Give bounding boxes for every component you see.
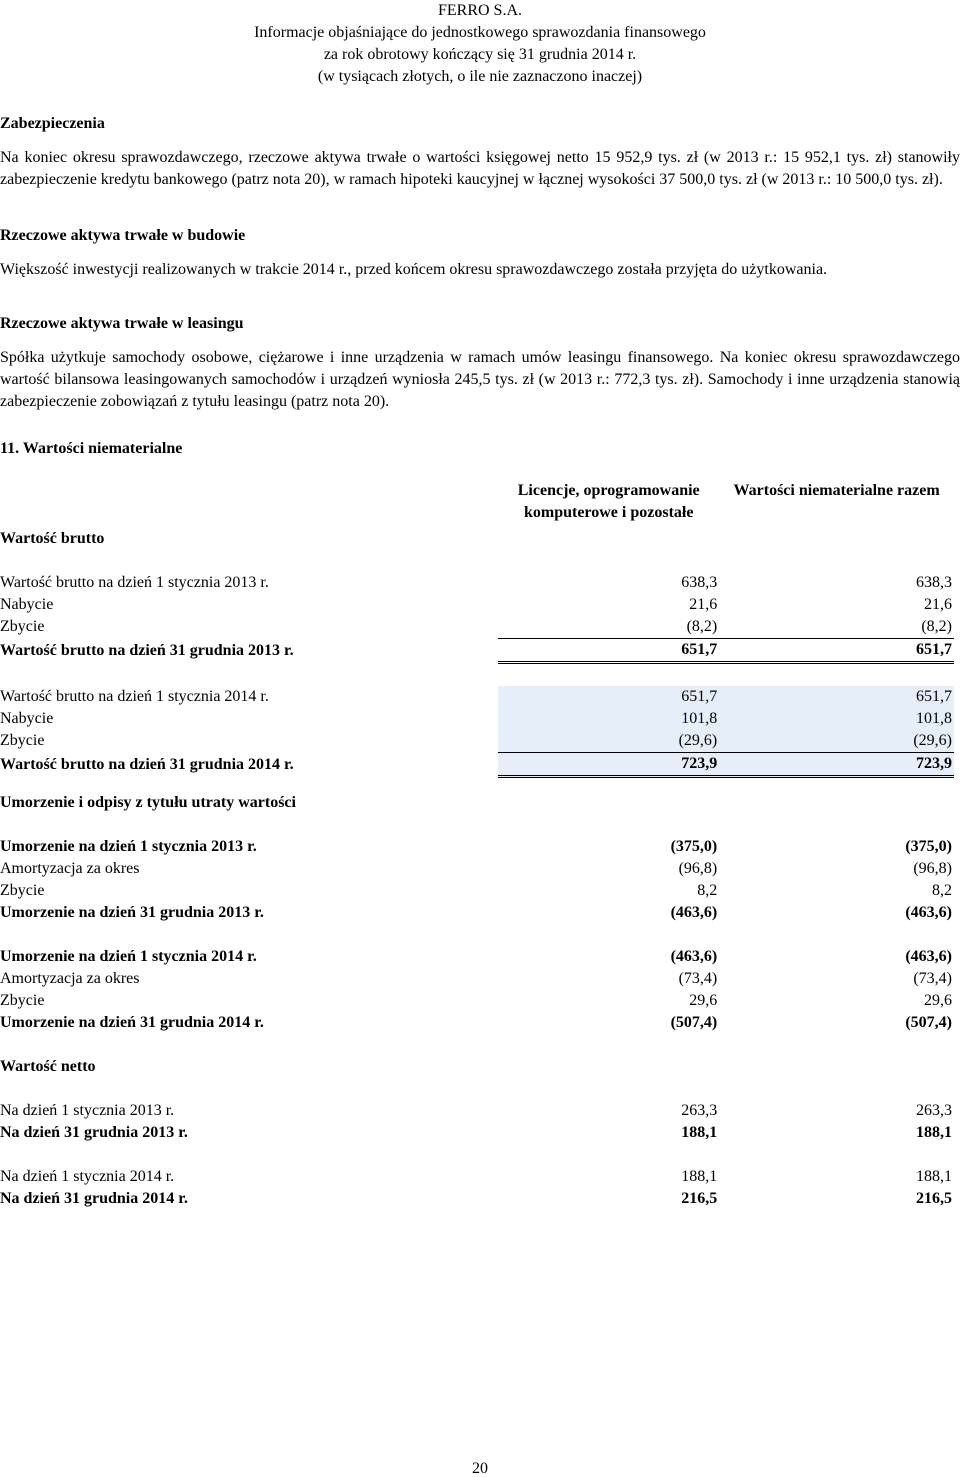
row-value-licencje: (463,6) bbox=[670, 904, 718, 921]
row-label: Umorzenie na dzień 31 grudnia 2014 r. bbox=[0, 1014, 264, 1031]
table-row bbox=[0, 753, 954, 777]
row-value-licencje: 21,6 bbox=[689, 596, 718, 613]
table-row bbox=[0, 990, 954, 1012]
row-value-licencje: 188,1 bbox=[681, 1168, 718, 1185]
row-label: Na dzień 1 stycznia 2013 r. bbox=[0, 1102, 175, 1119]
row-value-razem: (375,0) bbox=[905, 838, 952, 855]
row-value-razem: 188,1 bbox=[916, 1124, 952, 1141]
table-row bbox=[0, 639, 954, 663]
row-value-razem: (463,6) bbox=[905, 904, 952, 921]
table-spacer bbox=[0, 1144, 954, 1166]
row-value-licencje: 651,7 bbox=[498, 686, 719, 708]
row-value-razem: (463,6) bbox=[905, 948, 952, 965]
table-spacer bbox=[0, 1078, 954, 1100]
row-label: Umorzenie na dzień 31 grudnia 2013 r. bbox=[0, 904, 264, 921]
table-spacer bbox=[0, 777, 954, 793]
row-value-razem: 216,5 bbox=[916, 1190, 952, 1207]
row-value-razem: 101,8 bbox=[719, 708, 954, 730]
table-spacer bbox=[0, 550, 954, 572]
table-row bbox=[0, 1188, 954, 1210]
row-label: Amortyzacja za okres bbox=[0, 970, 140, 987]
section-title-leasing: Rzeczowe aktywa trwałe w leasingu bbox=[0, 315, 244, 332]
table-row bbox=[0, 572, 954, 594]
table-spacer bbox=[0, 924, 954, 946]
row-label: Nabycie bbox=[0, 596, 54, 613]
row-value-razem: 188,1 bbox=[916, 1168, 952, 1185]
row-value-razem: 29,6 bbox=[924, 992, 952, 1009]
table-row bbox=[0, 902, 954, 924]
table-row bbox=[0, 616, 954, 639]
row-value-licencje: (8,2) bbox=[498, 616, 719, 639]
row-value-razem: 263,3 bbox=[916, 1102, 952, 1119]
table-spacer bbox=[0, 663, 954, 687]
table-row bbox=[0, 686, 954, 708]
column-header-licencje: Licencje, oprogramowanie komputerowe i pozostałe bbox=[517, 482, 700, 521]
row-value-licencje: (96,8) bbox=[678, 860, 718, 877]
amort-title-row bbox=[0, 792, 954, 814]
row-label: Zbycie bbox=[0, 732, 45, 750]
row-value-licencje: (463,6) bbox=[670, 948, 718, 965]
row-value-razem: (73,4) bbox=[913, 970, 952, 987]
table-row bbox=[0, 1100, 954, 1122]
row-label: Wartość brutto na dzień 31 grudnia 2014 r. bbox=[0, 755, 294, 773]
table-spacer bbox=[0, 814, 954, 836]
row-value-razem: (8,2) bbox=[719, 616, 954, 639]
row-label: Na dzień 1 stycznia 2014 r. bbox=[0, 1168, 175, 1185]
row-label: Zbycie bbox=[0, 992, 45, 1009]
paragraph-zabezpieczenia: Na koniec okresu sprawozdawczego, rzeczowe aktywa trwałe o wartości księgowej netto 15 952,9 tys. zł (w 2013 r.: 15 952,1 tys. zł) stanowiły zabezpieczenie kredytu bankowego (patrz nota 20), w ramach hipoteki kaucyjnej w łącznej wysokości 37 500,0 tys. zł (w 2013 r.: 10 500,0 tys. zł). bbox=[0, 149, 960, 188]
header-line-4: (w tysiącach złotych, o ile nie zaznaczono inaczej) bbox=[317, 68, 643, 85]
column-header-razem: Wartości niematerialne razem bbox=[733, 482, 940, 499]
row-value-licencje: (73,4) bbox=[678, 970, 718, 987]
table-section-title: Umorzenie i odpisy z tytułu utraty wartości bbox=[0, 794, 296, 811]
note-title: 11. Wartości niematerialne bbox=[0, 440, 183, 457]
table-row bbox=[0, 946, 954, 968]
row-label: Na dzień 31 grudnia 2014 r. bbox=[0, 1190, 188, 1207]
row-label: Wartość brutto na dzień 1 stycznia 2014 r. bbox=[0, 688, 269, 705]
table-row bbox=[0, 730, 954, 753]
company-name: FERRO S.A. bbox=[437, 2, 523, 19]
table-row bbox=[0, 858, 954, 880]
row-value-razem: 651,7 bbox=[719, 686, 954, 708]
row-value-razem: 638,3 bbox=[916, 574, 952, 591]
table-row bbox=[0, 594, 954, 616]
row-value-licencje: 29,6 bbox=[689, 992, 718, 1009]
table-section-title: Wartość netto bbox=[0, 1058, 96, 1075]
row-value-razem: 21,6 bbox=[924, 596, 952, 613]
intangibles-table bbox=[0, 480, 954, 1210]
row-value-razem: 651,7 bbox=[719, 639, 954, 663]
row-value-razem: 8,2 bbox=[932, 882, 952, 899]
row-value-licencje: 101,8 bbox=[498, 708, 719, 730]
header-line-2: Informacje objaśniające do jednostkowego sprawozdania finansowego bbox=[254, 24, 706, 41]
section-title-budowa: Rzeczowe aktywa trwałe w budowie bbox=[0, 227, 246, 244]
row-value-razem: (507,4) bbox=[905, 1014, 952, 1031]
net-title-row bbox=[0, 1056, 954, 1078]
row-value-licencje: 723,9 bbox=[498, 753, 719, 777]
row-value-licencje: (375,0) bbox=[670, 838, 718, 855]
row-value-razem: (96,8) bbox=[913, 860, 952, 877]
row-label: Umorzenie na dzień 1 stycznia 2013 r. bbox=[0, 838, 257, 855]
table-row bbox=[0, 1166, 954, 1188]
table-row bbox=[0, 1122, 954, 1144]
row-value-razem: 723,9 bbox=[719, 753, 954, 777]
page-number: 20 bbox=[472, 1460, 488, 1477]
row-value-licencje: (507,4) bbox=[670, 1014, 718, 1031]
table-row bbox=[0, 836, 954, 858]
gross-title: Wartość brutto bbox=[0, 530, 105, 547]
row-label: Wartość brutto na dzień 1 stycznia 2013 r. bbox=[0, 574, 269, 591]
section-title-zabezpieczenia: Zabezpieczenia bbox=[0, 115, 105, 132]
row-label: Wartość brutto na dzień 31 grudnia 2013 r. bbox=[0, 641, 294, 659]
table-row bbox=[0, 968, 954, 990]
table-row bbox=[0, 880, 954, 902]
row-value-licencje: 651,7 bbox=[498, 639, 719, 663]
row-label: Zbycie bbox=[0, 618, 45, 636]
row-label: Nabycie bbox=[0, 710, 54, 727]
table-spacer bbox=[0, 1034, 954, 1056]
row-value-licencje: 8,2 bbox=[697, 882, 718, 899]
row-label: Na dzień 31 grudnia 2013 r. bbox=[0, 1124, 188, 1141]
row-value-licencje: 216,5 bbox=[681, 1190, 718, 1207]
row-value-licencje: 263,3 bbox=[681, 1102, 718, 1119]
paragraph-leasing: Spółka użytkuje samochody osobowe, ciężarowe i inne urządzenia w ramach umów leasingu finansowego. Na koniec okresu sprawozdawczego wartość bilansowa leasingowanych samochodów i urządzeń wyniosła 245,5 tys. zł (w 2013 r.: 772,3 tys. zł). Samochody i inne urządzenia stanowią zabezpieczenie zobowiązań z tytułu leasingu (patrz nota 20). bbox=[0, 349, 960, 410]
table-header-row bbox=[0, 480, 954, 550]
row-value-licencje: 638,3 bbox=[681, 574, 718, 591]
table-row bbox=[0, 1012, 954, 1034]
row-value-razem: (29,6) bbox=[719, 730, 954, 753]
row-value-licencje: (29,6) bbox=[498, 730, 719, 753]
header-line-3: za rok obrotowy kończący się 31 grudnia 2014 r. bbox=[323, 46, 637, 63]
table-row bbox=[0, 708, 954, 730]
row-value-licencje: 188,1 bbox=[681, 1124, 718, 1141]
paragraph-budowa: Większość inwestycji realizowanych w trakcie 2014 r., przed końcem okresu sprawozdawczego została przyjęta do użytkowania. bbox=[0, 261, 828, 278]
row-label: Zbycie bbox=[0, 882, 45, 899]
row-label: Umorzenie na dzień 1 stycznia 2014 r. bbox=[0, 948, 257, 965]
row-label: Amortyzacja za okres bbox=[0, 860, 140, 877]
